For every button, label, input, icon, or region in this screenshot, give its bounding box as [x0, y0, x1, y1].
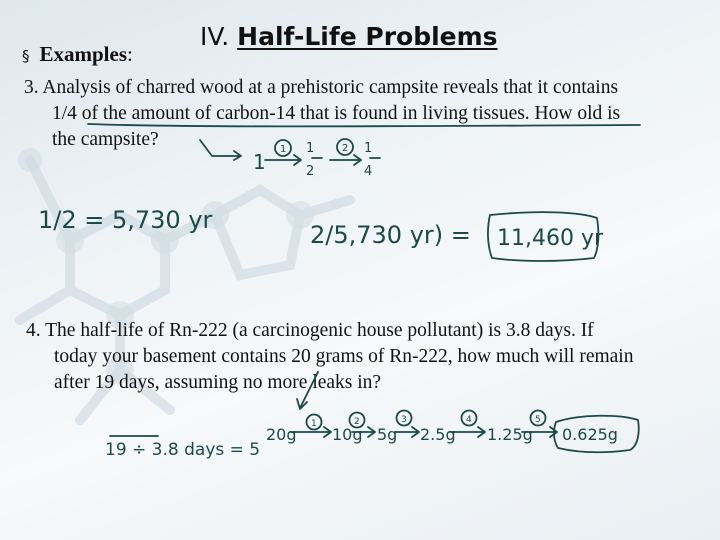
ink-p3-calc: 2/5,730 yr) =	[310, 221, 471, 249]
ink-p3-chain-3: 1	[364, 141, 373, 156]
ink-p4-chain-6: 0.625g	[562, 425, 618, 444]
title-text: Half-Life Problems	[237, 22, 498, 51]
ink-p4-chain-3: 5g	[377, 425, 398, 444]
problem-4-line-3: after 19 days, assuming no more leaks in?	[54, 372, 382, 393]
ink-p4-chain-4: 2.5g	[420, 425, 456, 444]
problem-4-line-1: 4. The half-life of Rn-222 (a carcinogenic house pollutant) is 3.8 days. If	[26, 320, 594, 341]
ink-p3-halflife: 1/2 = 5,730 yr	[38, 206, 213, 234]
problem-4-line-2: today your basement contains 20 grams of Rn-222, how much will remain	[54, 346, 634, 367]
ink-p3-chain-2: 1	[306, 141, 315, 156]
ink-p3-answer: 11,460 yr	[497, 226, 604, 251]
svg-text:4: 4	[364, 164, 373, 179]
ink-underline-problem3	[88, 124, 640, 126]
problem-3-line-1: 3. Analysis of charred wood at a prehistoric campsite reveals that it contains	[24, 77, 619, 98]
ink-p4-chain-2: 10g	[332, 425, 363, 444]
ink-p4-ratio: 19 ÷ 3.8 days = 5	[105, 440, 261, 460]
ink-p4-step-2: 2	[354, 417, 360, 427]
problem-3-line-3: the campsite?	[52, 129, 159, 150]
ink-arrow-hook	[200, 140, 240, 156]
ink-p4-chain-5: 1.25g	[487, 425, 533, 444]
problem-3-line-2: 1/4 of the amount of carbon-14 that is found in living tissues. How old is	[52, 103, 621, 124]
section-bullet-icon: §	[22, 47, 30, 65]
ink-p4-chain-1: 20g	[266, 425, 297, 444]
examples-colon: :	[127, 42, 133, 66]
title-roman-numeral: IV.	[200, 22, 230, 51]
ink-p4-step-4: 4	[466, 415, 472, 425]
ink-p3-step-2: 2	[342, 143, 349, 154]
examples-label: Examples	[39, 42, 128, 66]
svg-text:2: 2	[306, 164, 315, 179]
ink-arrow-down	[300, 372, 318, 408]
ink-p4-step-1: 1	[311, 419, 317, 429]
ink-p4-step-5: 5	[535, 415, 541, 425]
ink-p3-chain-1: 1	[253, 150, 266, 174]
ink-p4-step-3: 3	[401, 415, 407, 425]
ink-p3-step-1: 1	[280, 144, 287, 155]
